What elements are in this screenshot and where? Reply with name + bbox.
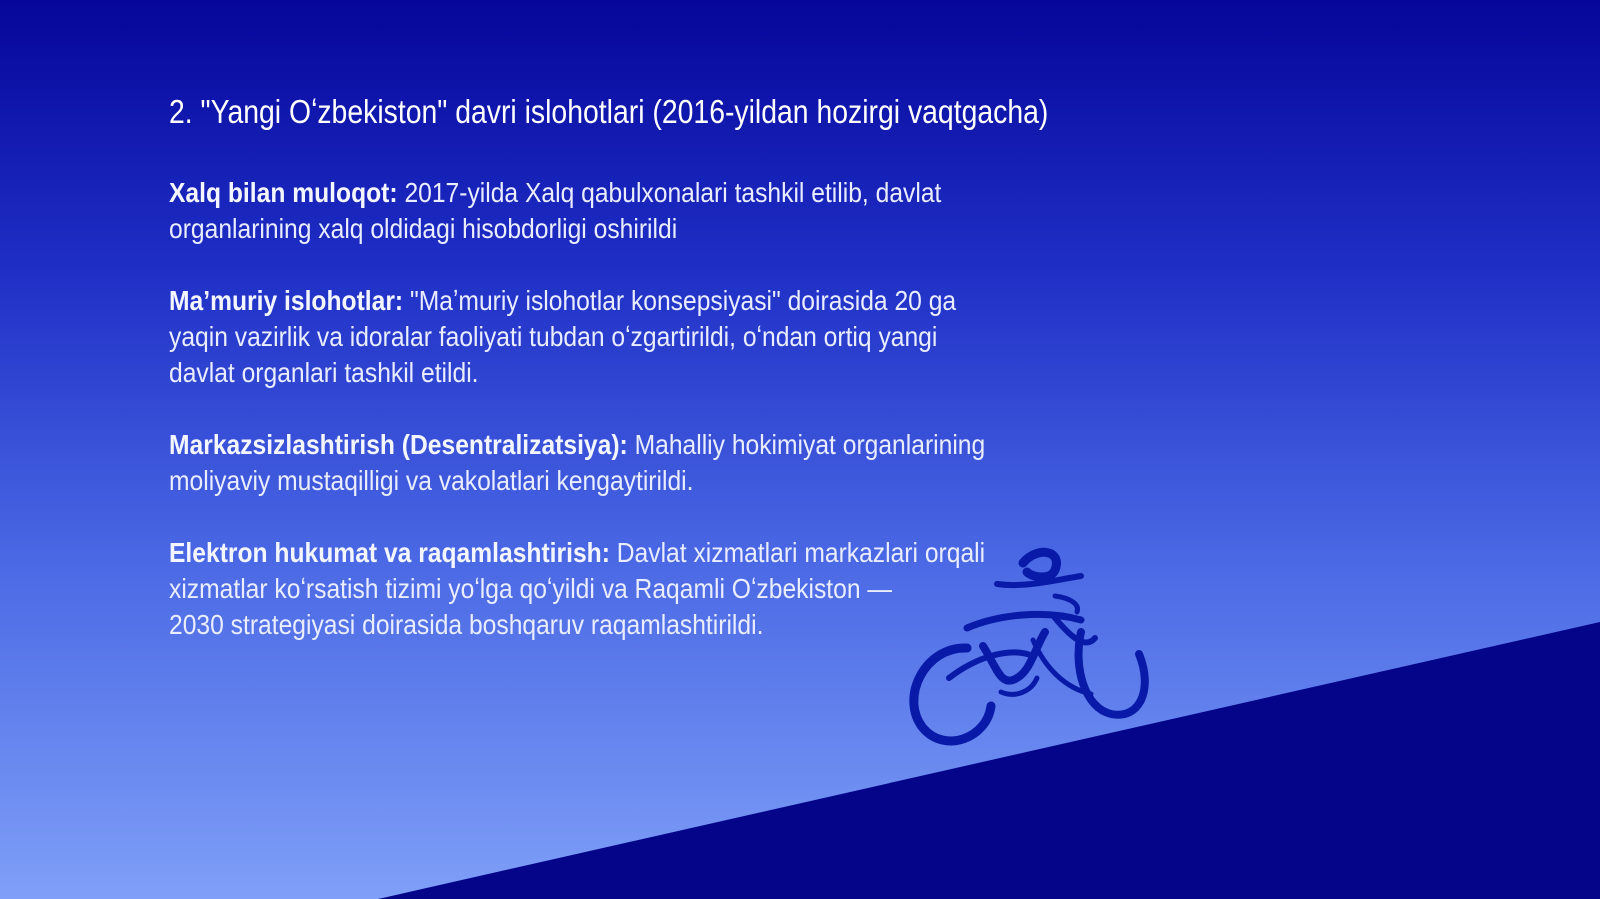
paragraph-text: "Maʼmuriy islohotlar konsepsiyasi" doirasida 20 ga (403, 285, 957, 316)
paragraph-text: yaqin vazirlik va idoralar faoliyati tubdan oʻzgartirildi, oʻndan ortiq yangi (169, 321, 938, 352)
paragraph-markazsizlashtirish (169, 427, 1102, 499)
paragraph-line (169, 175, 1102, 211)
paragraph-text: organlarining xalq oldidagi hisobdorligi oshirildi (169, 213, 678, 244)
paragraph-lead: Maʼmuriy islohotlar: (169, 285, 404, 316)
paragraph-text: 2030 strategiyasi doirasida boshqaruv raqamlashtirildi. (169, 609, 764, 640)
slide-title: 2. "Yangi Oʻzbekiston" davri islohotlari (2016-yildan hozirgi vaqtgacha) (169, 93, 1049, 130)
paragraph-mamuriy-islohotlar (169, 283, 1102, 391)
paragraph-text: moliyaviy mustaqilligi va vakolatlari kengaytirildi. (169, 465, 694, 496)
paragraph-lead: Markazsizlashtirish (Desentralizatsiya): (169, 429, 628, 460)
paragraph-lead: Elektron hukumat va raqamlashtirish: (169, 537, 610, 568)
paragraph-text: xizmatlar koʻrsatish tizimi yoʻlga qoʻyildi va Raqamli Oʻzbekiston — (169, 573, 893, 604)
paragraph-text: davlat organlari tashkil etildi. (169, 357, 479, 388)
cyclist-climbing-icon (905, 528, 1165, 768)
paragraph-xalq-bilan-muloqot (169, 175, 1102, 247)
paragraph-text: Davlat xizmatlari markazlari orqali (609, 537, 986, 568)
paragraph-text: Mahalliy hokimiyat organlarining (627, 429, 986, 460)
paragraph-line (169, 283, 1102, 319)
paragraph-text: 2017-yilda Xalq qabulxonalari tashkil etilib, davlat (397, 177, 942, 208)
paragraph-lead: Xalq bilan muloqot: (169, 177, 398, 208)
paragraph-line (169, 427, 1102, 463)
